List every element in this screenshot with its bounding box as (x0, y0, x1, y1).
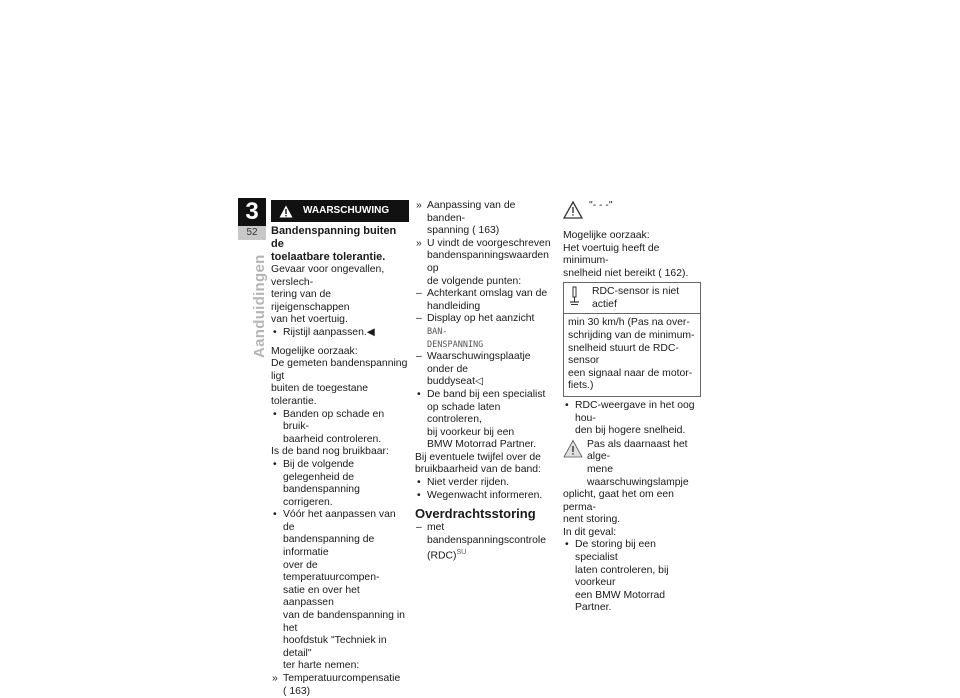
list-item: – Waarschuwingsplaatje onder de buddyseat◁ (415, 351, 553, 389)
cause-label: Mogelijke oorzaak: (271, 345, 358, 357)
display-indicator-row (563, 200, 701, 230)
chapter-sidebar (238, 198, 266, 380)
warning-banner (271, 200, 409, 222)
warning-light-note: Pas als daarnaast het alge- mene waarschuwingslampje (563, 439, 701, 489)
display-view-name: BAN- (427, 326, 448, 337)
chapter-number: 3 (238, 198, 266, 226)
rdc-status-label: RDC-sensor is niet actief (592, 286, 680, 310)
cause-label: Mogelijke oorzaak: (563, 230, 650, 241)
warning-actions (271, 327, 409, 340)
list-item: » U vindt de voorgeschreven bandenspanningswaarden op de volgende punten: (415, 238, 553, 288)
sensor-icon (568, 286, 582, 310)
list-item: • De band bij een specialist op schade laten controleren, bij voorkeur bij een BMW Motorrad Partner. (415, 389, 553, 452)
general-warning-light-icon (563, 439, 583, 489)
warning-heading: Bandenspanning buiten de toelaatbare tolerantie. (271, 225, 397, 263)
rdc-info-box (563, 282, 701, 397)
list-item: • Rijstijl aanpassen.◀ (271, 327, 409, 340)
reference-list (415, 200, 553, 452)
list-item: • Vóór het aanpassen van de bandenspanning de informatie over de temperatuurcompen- satie en over het aanpassen van de bandenspanning in het hoofdstuk "Techniek in detail" ter harte nemen: (271, 509, 409, 673)
action-list-3 (415, 477, 553, 502)
chapter-title: Aanduidingen (251, 254, 268, 358)
column-1 (271, 200, 409, 698)
list-item: – Achterkant omslag van de handleiding (415, 288, 553, 313)
storing-text: oplicht, gaat het om een perma- nent storing. (563, 489, 674, 526)
action-list-5 (563, 539, 701, 615)
column-2 (415, 200, 553, 564)
list-item: – met bandenspanningscontrole (RDC)$^{SU}$ (415, 522, 553, 563)
action-list (271, 409, 409, 447)
list-item: • Wegenwacht informeren. (415, 490, 553, 503)
display-readout: "- - -" (589, 200, 613, 211)
reference-link-pressure[interactable]: » Aanpassing van de banden- spanning ( 163) (415, 200, 553, 238)
action-list-2 (271, 459, 409, 698)
case-label: In dit geval: (563, 526, 617, 538)
page-number: 52 (238, 226, 266, 240)
check-label: Is de band nog bruikbaar: (271, 446, 389, 458)
list-item: – Display op het aanzicht BAN- DENSPANNING (415, 313, 553, 351)
list-item: • Niet verder rijden. (415, 477, 553, 490)
cause-text: Het voertuig heeft de minimum- snelheid niet bereikt ( 162). (563, 242, 689, 279)
list-item: • De storing bij een specialist laten controleren, bij voorkeur een BMW Motorrad Partner. (563, 539, 701, 615)
warning-text: Gevaar voor ongevallen, verslech- tering van de rijeigenschappen van het voertuig. (271, 264, 385, 326)
rdc-sensor-row (564, 283, 700, 314)
column-3 (563, 200, 701, 615)
reference-link-temperature[interactable]: » Temperatuurcompensatie ( 163) (271, 673, 409, 698)
rdc-info-text: min 30 km/h (Pas na over- schrijding van de minimum- snelheid stuurt de RDC-sensor een signaal naar de motor- fiets.) (568, 317, 695, 392)
action-list-4 (563, 400, 701, 438)
list-item: • RDC-weergave in het oog hou- den bij hogere snelheid. (563, 400, 701, 438)
cause-text: De gemeten bandenspanning ligt buiten de toegestane tolerantie. (271, 358, 408, 407)
list-item: • Banden op schade en bruik- baarheid controleren. (271, 409, 409, 447)
section-list (415, 522, 553, 563)
warning-triangle-outline-icon (563, 200, 583, 220)
doubt-label: Bij eventuele twijfel over de bruikbaarheid van de band: (415, 451, 541, 476)
section-heading: Overdrachtsstoring (415, 506, 536, 522)
list-item: • Bij de volgende gelegenheid de bandenspanning corrigeren. (271, 459, 409, 509)
warning-triangle-icon (279, 205, 293, 218)
warning-label: WAARSCHUWING (303, 204, 390, 216)
